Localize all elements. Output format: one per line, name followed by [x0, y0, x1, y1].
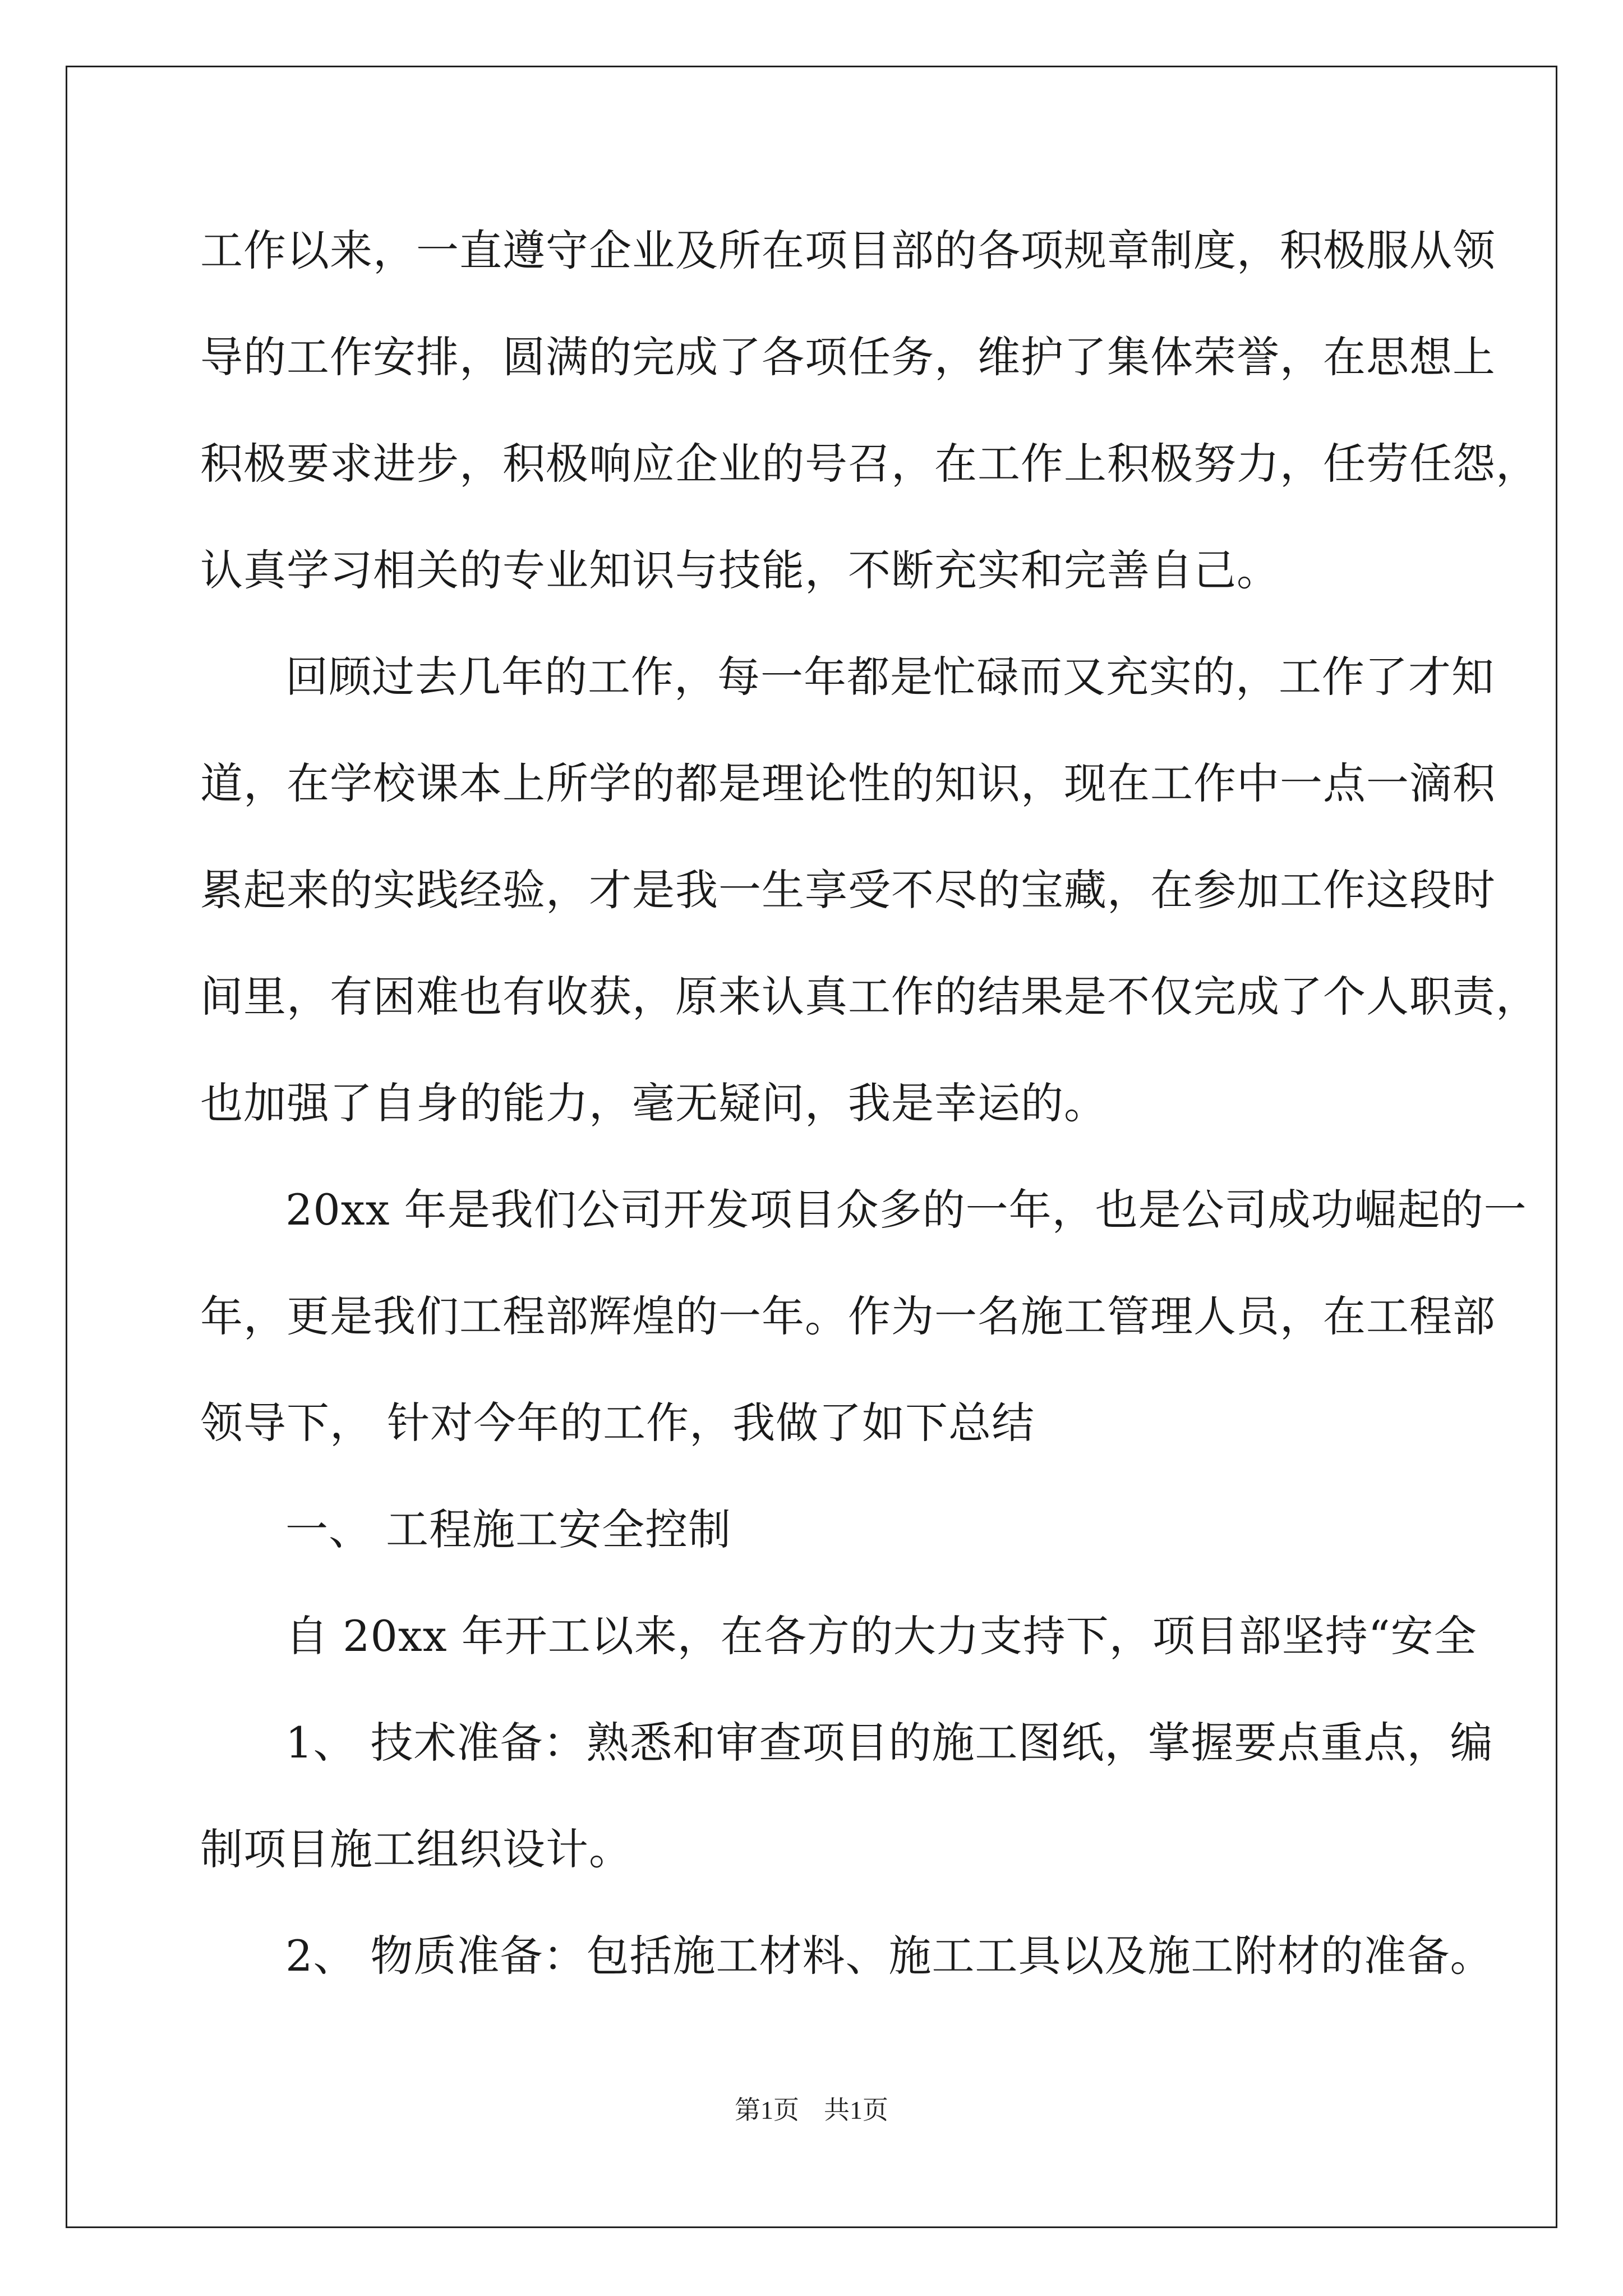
page-number: 第1页 [735, 2096, 799, 2124]
text-line: 累起来的实践经验，才是我一生享受不尽的宝藏，在参加工作这段时 [200, 865, 1496, 915]
text-line: 制项目施工组织设计。 [200, 1824, 632, 1874]
page-total: 共1页 [824, 2096, 888, 2124]
text-line: 道，在学校课本上所学的都是理论性的知识，现在工作中一点一滴积 [200, 758, 1496, 808]
page-footer [0, 2090, 1623, 2127]
text-line: 导的工作安排，圆满的完成了各项任务，维护了集体荣誉，在思想上 [200, 332, 1496, 382]
document-body [200, 220, 1539, 2032]
text-line: 领导下， 针对今年的工作，我做了如下总结 [200, 1398, 1035, 1448]
paragraph-first-line: 自 20xx 年开工以来，在各方的大力支持下，项目部坚持“安全 [285, 1611, 1477, 1661]
list-item: 1、 技术准备：熟悉和审查项目的施工图纸，掌握要点重点，编 [285, 1718, 1493, 1768]
text-line: 积极要求进步，积极响应企业的号召，在工作上积极努力，任劳任怨， [200, 439, 1539, 489]
paragraph-first-line: 20xx 年是我们公司开发项目众多的一年，也是公司成功崛起的一 [285, 1185, 1527, 1235]
text-line: 认真学习相关的专业知识与技能，不断充实和完善自己。 [200, 545, 1280, 595]
list-item: 2、 物质准备：包括施工材料、施工工具以及施工附材的准备。 [285, 1931, 1493, 1981]
text-line: 间里，有困难也有收获，原来认真工作的结果是不仅完成了个人职责， [200, 972, 1539, 1022]
text-line: 工作以来，一直遵守企业及所在项目部的各项规章制度，积极服从领 [200, 226, 1496, 275]
text-line: 也加强了自身的能力，毫无疑问，我是幸运的。 [200, 1078, 1107, 1128]
paragraph-first-line: 回顾过去几年的工作，每一年都是忙碌而又充实的，工作了才知 [285, 652, 1495, 702]
text-line: 年，更是我们工程部辉煌的一年。作为一名施工管理人员，在工程部 [200, 1291, 1496, 1341]
section-heading: 一、 工程施工安全控制 [285, 1504, 732, 1554]
